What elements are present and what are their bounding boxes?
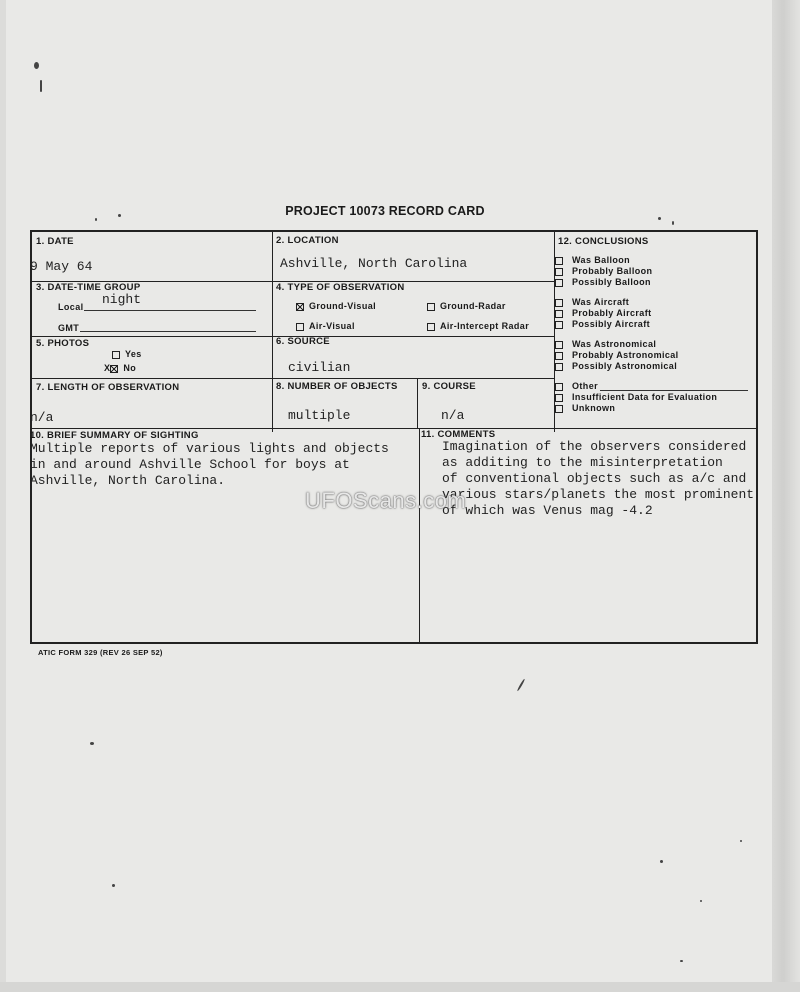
photos-no-text: No bbox=[123, 363, 137, 373]
scan-speck bbox=[740, 840, 742, 842]
checkbox-icon bbox=[555, 341, 563, 349]
ground-radar-text: Ground-Radar bbox=[440, 301, 506, 311]
source-label: 6. SOURCE bbox=[276, 336, 330, 347]
air-visual-text: Air-Visual bbox=[309, 321, 355, 331]
scan-speck bbox=[517, 678, 526, 691]
card-title: PROJECT 10073 RECORD CARD bbox=[285, 204, 485, 218]
gmt-label: GMT bbox=[58, 323, 80, 333]
scan-left-edge bbox=[0, 0, 6, 992]
number-label: 8. NUMBER OF OBJECTS bbox=[276, 381, 398, 392]
comments-line-5: of which was Venus mag -4.2 bbox=[442, 503, 653, 518]
conclusion-text: Probably Balloon bbox=[572, 266, 653, 276]
comments-line-3: of conventional objects such as a/c and bbox=[442, 471, 747, 486]
photos-yes-text: Yes bbox=[125, 349, 142, 359]
conclusion-text: Was Astronomical bbox=[572, 339, 657, 349]
conclusion-unknown bbox=[555, 403, 615, 413]
scan-speck bbox=[680, 960, 683, 962]
photos-no-option bbox=[104, 363, 136, 373]
conclusion-text: Probably Astronomical bbox=[572, 350, 679, 360]
divider bbox=[32, 378, 554, 379]
conclusion-text: Unknown bbox=[572, 403, 616, 413]
checkbox-icon bbox=[555, 352, 563, 360]
course-label: 9. COURSE bbox=[422, 381, 476, 392]
length-value: n/a bbox=[30, 410, 54, 425]
checkbox-icon bbox=[555, 383, 563, 391]
conclusion-probably-aircraft bbox=[555, 308, 652, 318]
conclusion-possibly-astronomical bbox=[555, 361, 677, 371]
local-label: Local bbox=[58, 302, 84, 312]
conclusion-was-astronomical bbox=[555, 339, 656, 349]
length-label: 7. LENGTH OF OBSERVATION bbox=[36, 382, 180, 393]
checkbox-icon bbox=[555, 268, 563, 276]
conclusion-text: Was Aircraft bbox=[572, 297, 630, 307]
checkbox-icon bbox=[555, 405, 563, 413]
date-label: 1. DATE bbox=[36, 236, 74, 247]
air-visual-option bbox=[296, 321, 355, 331]
watermark: UFOScans.com bbox=[305, 488, 467, 513]
comments-label: 11. COMMENTS bbox=[421, 429, 496, 440]
divider bbox=[419, 428, 420, 644]
conclusion-was-aircraft bbox=[555, 297, 629, 307]
comments-line-4: various stars/planets the most prominent bbox=[442, 487, 755, 502]
checkbox-icon bbox=[555, 299, 563, 307]
photos-no-mark: X bbox=[104, 363, 111, 373]
scan-speck bbox=[660, 860, 663, 863]
checkbox-icon bbox=[555, 310, 563, 318]
divider bbox=[272, 232, 273, 432]
conclusion-possibly-balloon bbox=[555, 277, 651, 287]
checkbox-checked-icon bbox=[296, 303, 304, 311]
scan-speck bbox=[95, 218, 97, 221]
gmt-underline bbox=[80, 331, 256, 332]
checkbox-icon bbox=[112, 351, 120, 359]
number-value: multiple bbox=[288, 408, 351, 423]
ground-visual-option bbox=[296, 301, 376, 311]
checkbox-checked-icon bbox=[110, 365, 118, 373]
checkbox-icon bbox=[427, 303, 435, 311]
local-value: night bbox=[102, 292, 142, 307]
divider bbox=[417, 378, 418, 428]
checkbox-icon bbox=[555, 279, 563, 287]
date-value: 9 May 64 bbox=[30, 259, 93, 274]
comments-line-1: Imagination of the observers considered bbox=[442, 439, 747, 454]
comments-line-2: as additing to the misinterpretation bbox=[442, 455, 723, 470]
scan-speck bbox=[700, 900, 702, 902]
scan-speck bbox=[672, 221, 674, 225]
scan-right-edge bbox=[772, 0, 800, 992]
location-value: Ashville, North Carolina bbox=[280, 256, 468, 271]
conclusion-probably-astronomical bbox=[555, 350, 679, 360]
air-intercept-option bbox=[427, 321, 529, 331]
conclusion-text: Insufficient Data for Evaluation bbox=[572, 392, 718, 402]
conclusion-text: Possibly Aircraft bbox=[572, 319, 650, 329]
scan-speck bbox=[34, 62, 39, 69]
checkbox-icon bbox=[555, 394, 563, 402]
checkbox-icon bbox=[555, 257, 563, 265]
divider bbox=[32, 428, 758, 429]
photos-yes-option bbox=[112, 349, 142, 359]
dtg-label: 3. DATE-TIME GROUP bbox=[36, 282, 141, 293]
summary-label: 10. BRIEF SUMMARY OF SIGHTING bbox=[30, 430, 199, 441]
photos-label: 5. PHOTOS bbox=[36, 338, 90, 349]
summary-line-3: Ashville, North Carolina. bbox=[30, 473, 226, 488]
conclusion-text: Other bbox=[572, 381, 599, 391]
checkbox-icon bbox=[555, 363, 563, 371]
checkbox-icon bbox=[296, 323, 304, 331]
conclusion-text: Possibly Astronomical bbox=[572, 361, 678, 371]
conclusion-other bbox=[555, 381, 598, 391]
other-underline bbox=[600, 390, 748, 391]
checkbox-icon bbox=[555, 321, 563, 329]
ground-radar-option bbox=[427, 301, 506, 311]
local-underline bbox=[84, 310, 256, 311]
scan-bottom-edge bbox=[0, 982, 800, 992]
conclusion-probably-balloon bbox=[555, 266, 652, 276]
ground-visual-text: Ground-Visual bbox=[309, 301, 377, 311]
conclusion-text: Possibly Balloon bbox=[572, 277, 651, 287]
conclusions-label: 12. CONCLUSIONS bbox=[558, 236, 649, 247]
location-label: 2. LOCATION bbox=[276, 235, 339, 246]
conclusion-possibly-aircraft bbox=[555, 319, 650, 329]
summary-line-1: Multiple reports of various lights and objects bbox=[30, 441, 389, 456]
type-observation-label: 4. TYPE OF OBSERVATION bbox=[276, 282, 405, 293]
scan-speck bbox=[90, 742, 94, 745]
air-intercept-text: Air-Intercept Radar bbox=[440, 321, 530, 331]
conclusion-text: Was Balloon bbox=[572, 255, 631, 265]
scan-speck bbox=[40, 80, 42, 92]
form-footer: ATIC FORM 329 (REV 26 SEP 52) bbox=[38, 648, 163, 657]
conclusion-text: Probably Aircraft bbox=[572, 308, 652, 318]
checkbox-icon bbox=[427, 323, 435, 331]
source-value: civilian bbox=[288, 360, 351, 375]
summary-line-2: in and around Ashville School for boys at bbox=[30, 457, 350, 472]
conclusion-insufficient-data bbox=[555, 392, 717, 402]
scan-speck bbox=[112, 884, 115, 887]
conclusion-was-balloon bbox=[555, 255, 630, 265]
course-value: n/a bbox=[441, 408, 465, 423]
